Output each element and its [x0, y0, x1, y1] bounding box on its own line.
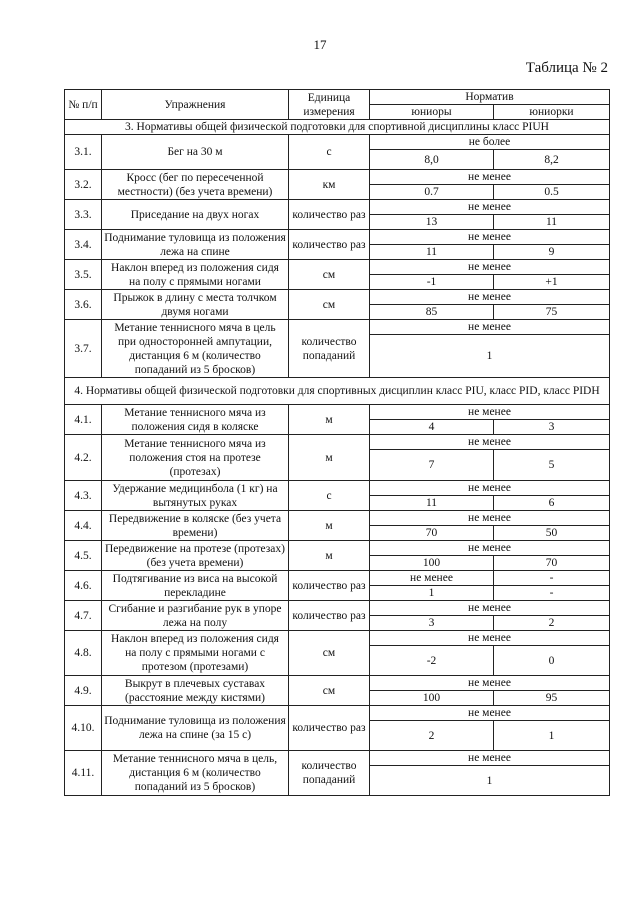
row-exercise: Бег на 30 м [102, 135, 289, 170]
row-exercise: Наклон вперед из положения сидя на полу с прямыми ногами с протезом (протезами) [102, 631, 289, 676]
row-num: 3.5. [65, 260, 102, 290]
row-num: 4.3. [65, 481, 102, 511]
norms-table [64, 89, 610, 796]
row-qualifier: не менее [370, 405, 610, 420]
header-juniors-f: юниорки [494, 105, 610, 120]
row-value-m: 0.7 [370, 185, 494, 200]
row-num: 4.11. [65, 751, 102, 796]
row-unit: количество раз [289, 200, 370, 230]
row-unit: количество попаданий [289, 751, 370, 796]
row-exercise: Прыжок в длину с места толчком двумя ногами [102, 290, 289, 320]
row-num: 4.7. [65, 601, 102, 631]
row-qualifier: не менее [370, 435, 610, 450]
row-value-f: 0.5 [494, 185, 610, 200]
header-juniors-m: юниоры [370, 105, 494, 120]
header-exercise: Упражнения [102, 90, 289, 120]
header-unit: Единица измерения [289, 90, 370, 120]
row-unit: количество раз [289, 601, 370, 631]
row-unit: количество раз [289, 230, 370, 260]
row-exercise: Метание теннисного мяча в цель при односторонней ампутации, дистанция 6 м (количество попаданий из 5 бросков) [102, 320, 289, 378]
row-exercise: Метание теннисного мяча в цель, дистанция 6 м (количество попаданий из 5 бросков) [102, 751, 289, 796]
row-num: 4.9. [65, 676, 102, 706]
row-exercise: Поднимание туловища из положения лежа на спине [102, 230, 289, 260]
section-title: 3. Нормативы общей физической подготовки для спортивной дисциплины класс PIUH [65, 120, 610, 135]
row-num: 4.1. [65, 405, 102, 435]
row-value-m: -1 [370, 275, 494, 290]
row-value-f: 3 [494, 420, 610, 435]
row-value-m: 8,0 [370, 150, 494, 170]
row-num: 3.1. [65, 135, 102, 170]
row-qualifier: не менее [370, 601, 610, 616]
row-value-m: 11 [370, 245, 494, 260]
row-num: 4.5. [65, 541, 102, 571]
row-value-f: 5 [494, 450, 610, 481]
row-exercise: Подтягивание из виса на высокой перекладине [102, 571, 289, 601]
row-value-m: 3 [370, 616, 494, 631]
row-value-f: 8,2 [494, 150, 610, 170]
row-qualifier: не менее [370, 631, 610, 646]
row-num: 3.6. [65, 290, 102, 320]
row-value-f: 0 [494, 646, 610, 676]
row-exercise: Приседание на двух ногах [102, 200, 289, 230]
row-num: 4.10. [65, 706, 102, 751]
row-unit: м [289, 405, 370, 435]
row-exercise: Передвижение на протезе (протезах) (без учета времени) [102, 541, 289, 571]
row-value-m: 11 [370, 496, 494, 511]
row-exercise: Наклон вперед из положения сидя на полу с прямыми ногами [102, 260, 289, 290]
header-norm: Норматив [370, 90, 610, 105]
row-qualifier: не менее [370, 200, 610, 215]
row-value-m: 100 [370, 556, 494, 571]
row-value-m: 7 [370, 450, 494, 481]
row-qualifier: не менее [370, 290, 610, 305]
row-value-f: 9 [494, 245, 610, 260]
row-qualifier: не менее [370, 751, 610, 766]
page-number: 17 [313, 37, 327, 52]
row-num: 4.6. [65, 571, 102, 601]
row-exercise: Поднимание туловища из положения лежа на спине (за 15 с) [102, 706, 289, 751]
row-exercise: Выкрут в плечевых суставах (расстояние между кистями) [102, 676, 289, 706]
row-qualifier: не менее [370, 676, 610, 691]
row-qualifier: не менее [370, 481, 610, 496]
row-qualifier: не менее [370, 320, 610, 335]
row-value-f: 50 [494, 526, 610, 541]
row-num: 4.8. [65, 631, 102, 676]
row-unit: см [289, 260, 370, 290]
section-title-row [65, 120, 610, 135]
row-value-both: 1 [370, 766, 610, 796]
row-unit: км [289, 170, 370, 200]
row-unit: м [289, 435, 370, 481]
row-qualifier-f: - [494, 571, 610, 586]
row-value-m: 13 [370, 215, 494, 230]
row-value-m: 100 [370, 691, 494, 706]
section-title-row [65, 378, 610, 405]
row-unit: с [289, 135, 370, 170]
header-num: № п/п [65, 90, 102, 120]
row-value-f: 1 [494, 721, 610, 751]
row-unit: см [289, 676, 370, 706]
row-value-f: 95 [494, 691, 610, 706]
row-unit: с [289, 481, 370, 511]
section-title: 4. Нормативы общей физической подготовки для спортивных дисциплин класс PIU, класс PID, класс PIDH [65, 378, 610, 405]
row-exercise: Метание теннисного мяча из положения стоя на протезе (протезах) [102, 435, 289, 481]
row-value-m: 2 [370, 721, 494, 751]
row-num: 3.2. [65, 170, 102, 200]
row-value-f: 6 [494, 496, 610, 511]
row-unit: м [289, 511, 370, 541]
row-exercise: Передвижение в коляске (без учета времени) [102, 511, 289, 541]
row-num: 3.4. [65, 230, 102, 260]
row-qualifier: не более [370, 135, 610, 150]
row-value-m: -2 [370, 646, 494, 676]
row-value-f: 75 [494, 305, 610, 320]
row-num: 3.7. [65, 320, 102, 378]
row-exercise: Метание теннисного мяча из положения сидя в коляске [102, 405, 289, 435]
row-qualifier: не менее [370, 170, 610, 185]
row-qualifier: не менее [370, 706, 610, 721]
row-value-f: 70 [494, 556, 610, 571]
row-unit: см [289, 290, 370, 320]
row-unit: см [289, 631, 370, 676]
row-num: 4.4. [65, 511, 102, 541]
row-qualifier: не менее [370, 511, 610, 526]
row-exercise: Кросс (бег по пересеченной местности) (без учета времени) [102, 170, 289, 200]
row-unit: количество раз [289, 571, 370, 601]
table-title: Таблица № 2 [525, 60, 608, 76]
row-exercise: Сгибание и разгибание рук в упоре лежа на полу [102, 601, 289, 631]
row-unit: количество попаданий [289, 320, 370, 378]
row-value-f: 11 [494, 215, 610, 230]
row-exercise: Удержание медицинбола (1 кг) на вытянутых руках [102, 481, 289, 511]
row-value-m: 85 [370, 305, 494, 320]
row-num: 4.2. [65, 435, 102, 481]
row-qualifier-m: не менее [370, 571, 494, 586]
row-qualifier: не менее [370, 541, 610, 556]
row-value-f: +1 [494, 275, 610, 290]
row-value-m: 4 [370, 420, 494, 435]
row-num: 3.3. [65, 200, 102, 230]
row-value-f: - [494, 586, 610, 601]
header-row [65, 90, 610, 105]
row-unit: количество раз [289, 706, 370, 751]
row-value-both: 1 [370, 335, 610, 378]
row-unit: м [289, 541, 370, 571]
row-qualifier: не менее [370, 260, 610, 275]
row-value-f: 2 [494, 616, 610, 631]
row-qualifier: не менее [370, 230, 610, 245]
row-value-m: 1 [370, 586, 494, 601]
row-value-m: 70 [370, 526, 494, 541]
